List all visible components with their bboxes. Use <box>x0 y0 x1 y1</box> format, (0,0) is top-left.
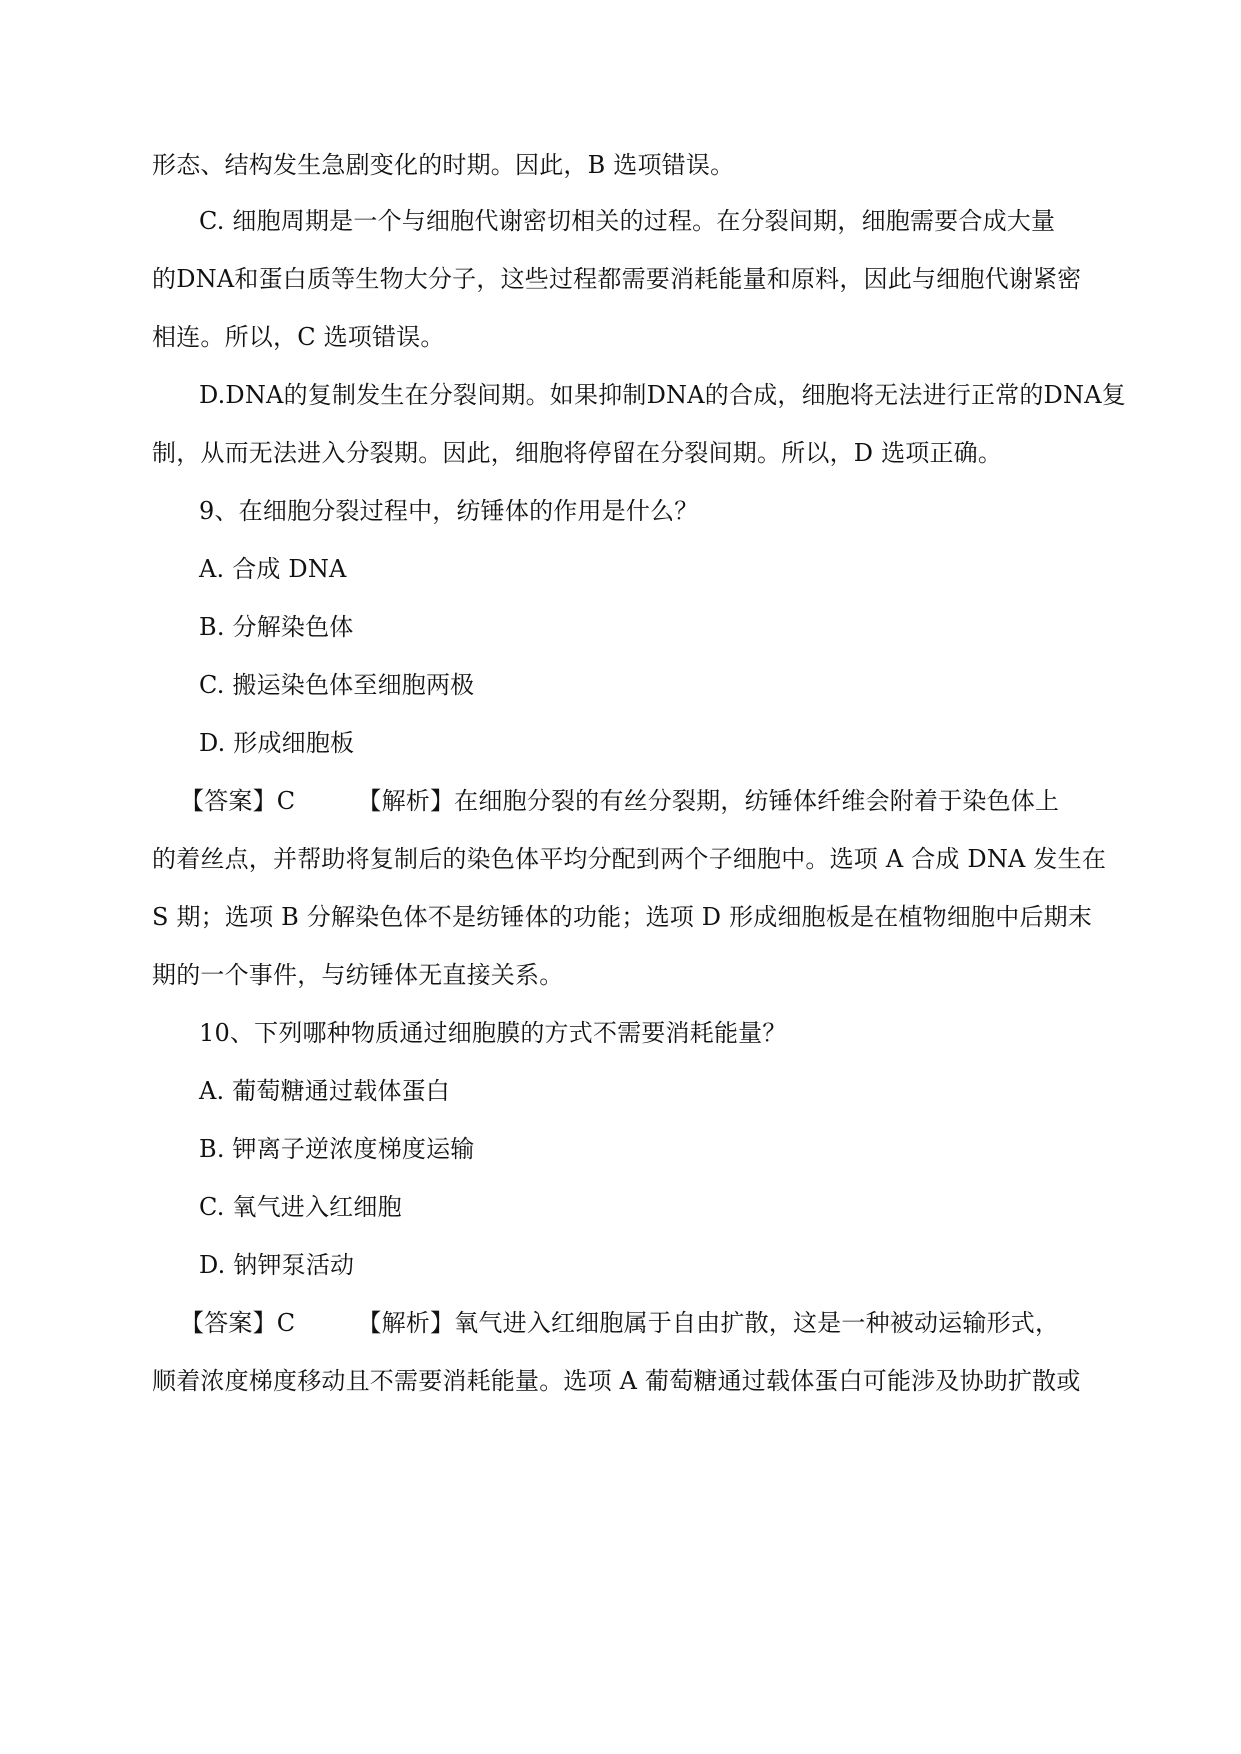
q10-answer-line <box>180 1308 1059 1338</box>
q9-analysis-line: 的着丝点，并帮助将复制后的染色体平均分配到两个子细胞中。选项 A 合成 DNA 发生在 <box>152 845 1107 873</box>
q9-answer: 【答案】C <box>180 787 296 815</box>
q10-analysis: 【解析】氧气进入红细胞属于自由扩散，这是一种被动运输形式， <box>357 1309 1060 1337</box>
question-9: 9、在细胞分裂过程中，纺锤体的作用是什么？ <box>199 497 699 525</box>
q10-option-d: D. 钠钾泵活动 <box>199 1251 355 1279</box>
q9-analysis-line: 期的一个事件，与纺锤体无直接关系。 <box>152 961 564 989</box>
q9-option-a: A. 合成 DNA <box>199 555 347 583</box>
q9-option-d: D. 形成细胞板 <box>199 729 355 757</box>
q9-option-c: C. 搬运染色体至细胞两极 <box>199 671 475 699</box>
text-line: 制，从而无法进入分裂期。因此，细胞将停留在分裂间期。所以，D 选项正确。 <box>152 439 1003 467</box>
q10-analysis-line: 顺着浓度梯度移动且不需要消耗能量。选项 A 葡萄糖通过载体蛋白可能涉及协助扩散或 <box>152 1367 1081 1395</box>
question-10: 10、下列哪种物质通过细胞膜的方式不需要消耗能量？ <box>199 1019 787 1047</box>
text-line: 相连。所以，C 选项错误。 <box>152 323 445 351</box>
q9-option-b: B. 分解染色体 <box>199 613 354 641</box>
text-line: 形态、结构发生急剧变化的时期。因此，B 选项错误。 <box>152 151 735 179</box>
text-line: C. 细胞周期是一个与细胞代谢密切相关的过程。在分裂间期，细胞需要合成大量 <box>199 207 1056 235</box>
q10-option-c: C. 氧气进入红细胞 <box>199 1193 402 1221</box>
q9-analysis: 【解析】在细胞分裂的有丝分裂期，纺锤体纤维会附着于染色体上 <box>357 787 1060 815</box>
text-line: D.DNA的复制发生在分裂间期。如果抑制DNA的合成，细胞将无法进行正常的DNA复 <box>199 381 1126 409</box>
q10-option-b: B. 钾离子逆浓度梯度运输 <box>199 1135 475 1163</box>
q9-analysis-line: S 期；选项 B 分解染色体不是纺锤体的功能；选项 D 形成细胞板是在植物细胞中后期末 <box>152 903 1093 931</box>
q10-option-a: A. 葡萄糖通过载体蛋白 <box>199 1077 450 1105</box>
q9-answer-line <box>180 786 1059 816</box>
q10-answer: 【答案】C <box>180 1309 296 1337</box>
text-line: 的DNA和蛋白质等生物大分子，这些过程都需要消耗能量和原料，因此与细胞代谢紧密 <box>152 265 1082 293</box>
